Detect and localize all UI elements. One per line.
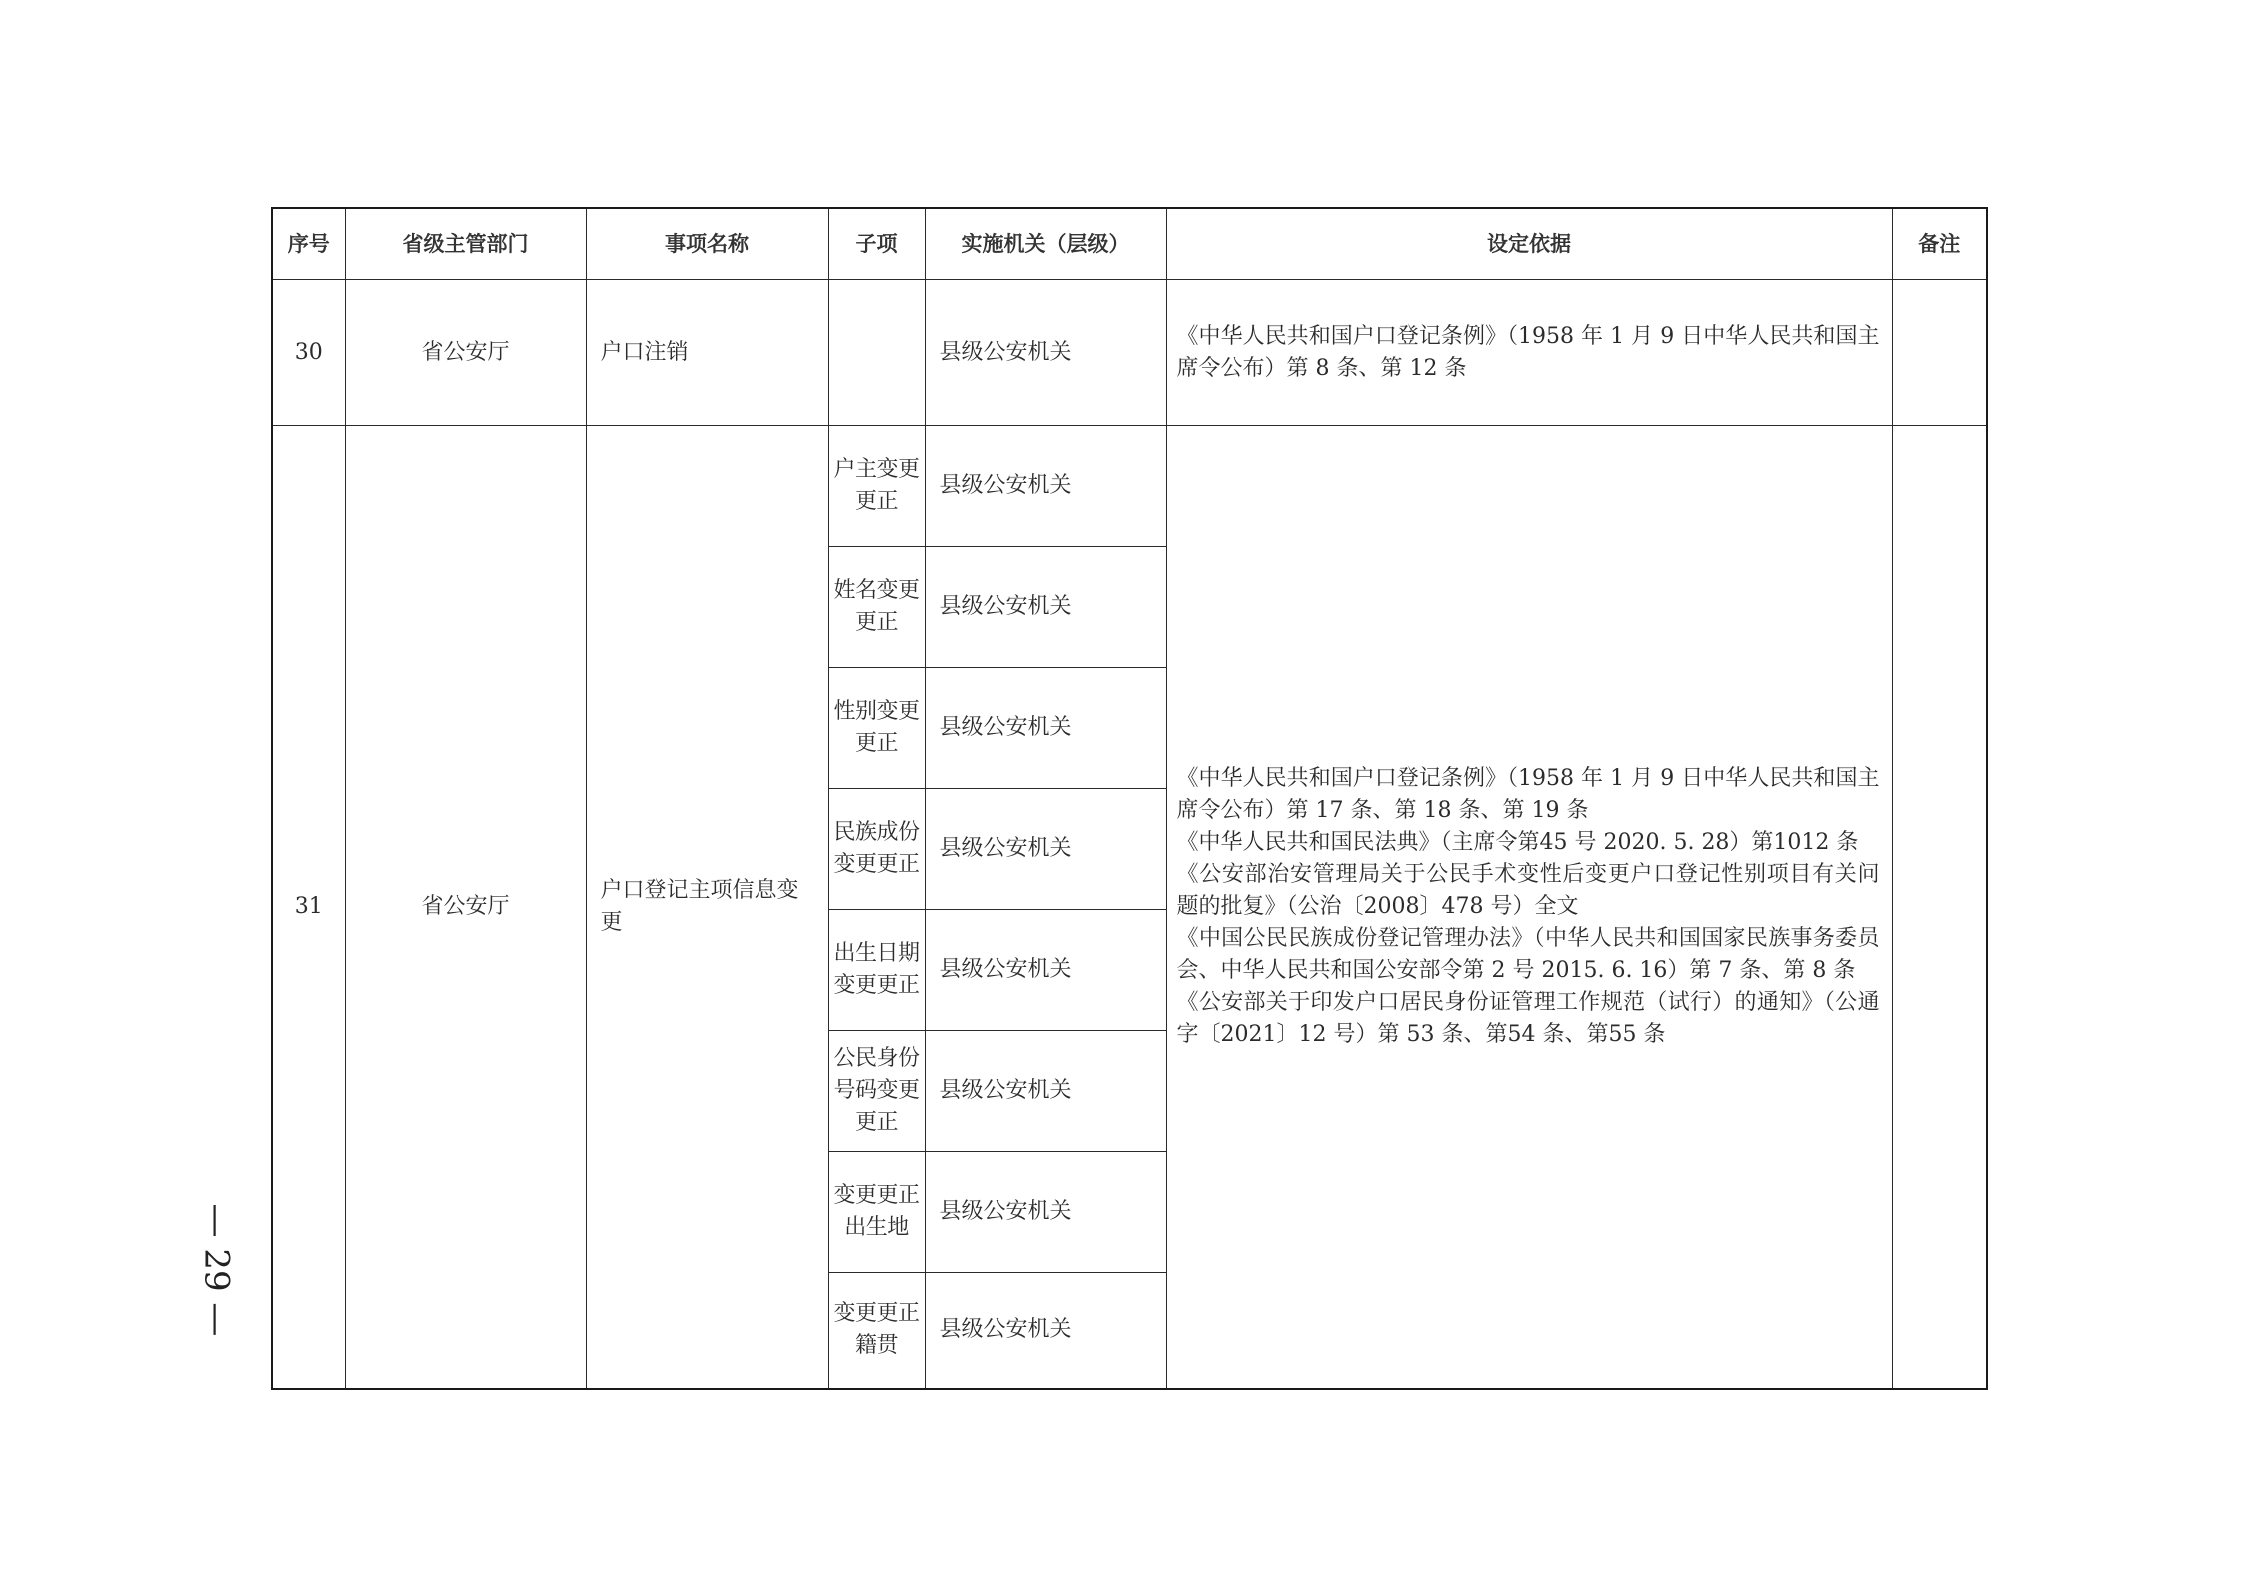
subitem-agency: 县级公安机关 <box>925 426 1166 547</box>
row-sub <box>828 280 925 426</box>
row-dept: 省公安厅 <box>345 426 586 1389</box>
subitem-name: 姓名变更更正 <box>828 547 925 668</box>
basis-line: 《中华人民共和国民法典》（主席令第45 号 2020. 5. 28）第1012 条 <box>1176 829 1859 855</box>
row-note <box>1892 280 1987 426</box>
header-sub: 子项 <box>828 208 925 280</box>
header-note: 备注 <box>1892 208 1987 280</box>
header-seq: 序号 <box>272 208 345 280</box>
row-item: 户口登记主项信息变更 <box>586 426 828 1389</box>
row-agency: 县级公安机关 <box>925 280 1166 426</box>
row-item: 户口注销 <box>586 280 828 426</box>
row-note <box>1892 426 1987 1389</box>
header-dept: 省级主管部门 <box>345 208 586 280</box>
subitem-name: 性别变更更正 <box>828 668 925 789</box>
subitem-agency: 县级公安机关 <box>925 668 1166 789</box>
basis-line: 《中国公民民族成份登记管理办法》（中华人民共和国国家民族事务委员会、中华人民共和国公安部令第 2 号 2015. 6. 16）第 7 条、第 8 条 <box>1176 925 1880 983</box>
basis-line: 《公安部治安管理局关于公民手术变性后变更户口登记性别项目有关问题的批复》（公治〔2008〕478 号）全文 <box>1176 861 1880 919</box>
row-basis: 《中华人民共和国户口登记条例》（1958 年 1 月 9 日中华人民共和国主席令公布）第 8 条、第 12 条 <box>1166 280 1892 426</box>
subitem-name: 变更更正籍贯 <box>828 1273 925 1389</box>
subitem-agency: 县级公安机关 <box>925 1273 1166 1389</box>
subitem-agency: 县级公安机关 <box>925 547 1166 668</box>
row-dept: 省公安厅 <box>345 280 586 426</box>
table-row <box>272 426 1987 547</box>
basis-line: 《公安部关于印发户口居民身份证管理工作规范（试行）的通知》（公通字〔2021〕12 号）第 53 条、第54 条、第55 条 <box>1176 989 1880 1047</box>
subitem-name: 出生日期变更更正 <box>828 910 925 1031</box>
basis-line: 《中华人民共和国户口登记条例》（1958 年 1 月 9 日中华人民共和国主席令公布）第 17 条、第 18 条、第 19 条 <box>1176 765 1880 823</box>
row-seq: 30 <box>272 280 345 426</box>
subitem-agency: 县级公安机关 <box>925 1031 1166 1152</box>
subitem-name: 变更更正出生地 <box>828 1152 925 1273</box>
item-table <box>271 207 1988 1390</box>
row-basis <box>1166 426 1892 1389</box>
header-agency: 实施机关（层级） <box>925 208 1166 280</box>
subitem-name: 公民身份号码变更更正 <box>828 1031 925 1152</box>
subitem-agency: 县级公安机关 <box>925 910 1166 1031</box>
subitem-agency: 县级公安机关 <box>925 1152 1166 1273</box>
page-number-text: — 29 — <box>196 1203 237 1337</box>
row-seq: 31 <box>272 426 345 1389</box>
subitem-name: 户主变更更正 <box>828 426 925 547</box>
header-item: 事项名称 <box>586 208 828 280</box>
subitem-agency: 县级公安机关 <box>925 789 1166 910</box>
subitem-name: 民族成份变更更正 <box>828 789 925 910</box>
header-basis: 设定依据 <box>1166 208 1892 280</box>
page-number <box>196 1195 236 1345</box>
table-row <box>272 280 1987 426</box>
table-header-row <box>272 208 1987 280</box>
